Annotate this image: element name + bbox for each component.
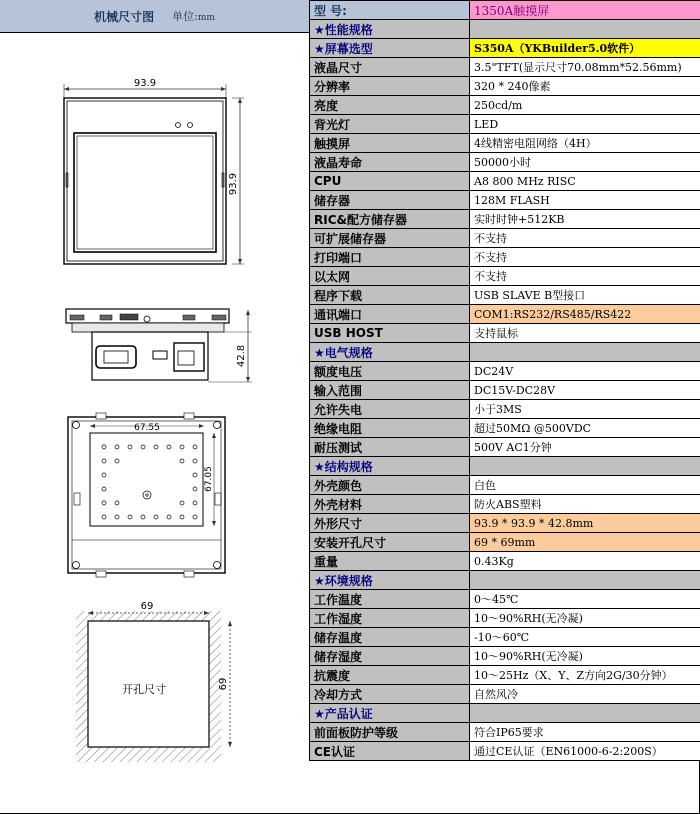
mechanical-drawing-panel (0, 0, 309, 814)
spec-row (310, 191, 700, 210)
section-row (310, 343, 700, 362)
spec-label: 通讯端口 (310, 305, 470, 324)
spec-label: 储存温度 (310, 628, 470, 647)
section-label: ★产品认证 (310, 704, 470, 723)
spec-label: 触摸屏 (310, 134, 470, 153)
spec-row (310, 400, 700, 419)
spec-row (310, 77, 700, 96)
dimension-drawings (0, 33, 309, 814)
spec-row (310, 324, 700, 343)
spec-label: 分辨率 (310, 77, 470, 96)
spec-value: 不支持 (470, 248, 700, 267)
section-blank-cell (470, 20, 700, 39)
spec-row (310, 495, 700, 514)
section-blank-cell (470, 571, 700, 590)
spec-row (310, 552, 700, 571)
back-height-dimension: 67.05 (204, 466, 214, 492)
spec-value: 小于3MS (470, 400, 700, 419)
unit-label: 单位:mm (172, 10, 215, 23)
spec-label: 重量 (310, 552, 470, 571)
spec-label: 打印端口 (310, 248, 470, 267)
spec-value: 支持鼠标 (470, 324, 700, 343)
spec-row (310, 476, 700, 495)
spec-label: USB HOST (310, 324, 470, 343)
spec-value: 不支持 (470, 267, 700, 286)
spec-value: 通过CE认证（EN61000-6-2:200S） (470, 742, 700, 761)
spec-row (310, 115, 700, 134)
section-blank-cell (470, 343, 700, 362)
spec-value: 4线精密电阻网络（4H） (470, 134, 700, 153)
spec-row (310, 419, 700, 438)
spec-value: 10～25Hz（X、Y、Z方向2G/30分钟） (470, 666, 700, 685)
spec-value: 250cd/m (470, 96, 700, 115)
spec-label: 耐压测试 (310, 438, 470, 457)
section-label: ★电气规格 (310, 343, 470, 362)
spec-row (310, 647, 700, 666)
section-label: ★屏幕选型 (310, 39, 470, 58)
spec-value: 10～90%RH(无冷凝) (470, 609, 700, 628)
spec-label: 以太网 (310, 267, 470, 286)
spec-value: 实时时钟+512KB (470, 210, 700, 229)
side-view-drawing (66, 309, 252, 382)
cutout-label: 开孔尺寸 (122, 683, 166, 696)
spec-value: 超过50MΩ @500VDC (470, 419, 700, 438)
spec-value: A8 800 MHz RISC (470, 172, 700, 191)
spec-value: 自然风冷 (470, 685, 700, 704)
spec-value: 320 * 240像素 (470, 77, 700, 96)
spec-value: USB SLAVE B型接口 (470, 286, 700, 305)
spec-value: DC15V-DC28V (470, 381, 700, 400)
spec-row (310, 723, 700, 742)
spec-value: 0.43Kg (470, 552, 700, 571)
spec-row (310, 666, 700, 685)
model-value: 1350A触摸屏 (470, 1, 700, 20)
back-width-dimension: 67.55 (134, 423, 160, 433)
spec-row (310, 381, 700, 400)
section-row (310, 704, 700, 723)
spec-value: 防火ABS塑料 (470, 495, 700, 514)
spec-row (310, 533, 700, 552)
spec-row (310, 362, 700, 381)
spec-row (310, 153, 700, 172)
spec-row (310, 96, 700, 115)
spec-label: 液晶尺寸 (310, 58, 470, 77)
section-label: ★性能规格 (310, 20, 470, 39)
section-blank-cell (470, 457, 700, 476)
section-row (310, 20, 700, 39)
drawing-header (0, 0, 309, 33)
spec-row (310, 229, 700, 248)
spec-label: 储存湿度 (310, 647, 470, 666)
spec-value: 128M FLASH (470, 191, 700, 210)
spec-label: 工作湿度 (310, 609, 470, 628)
spec-row (310, 685, 700, 704)
spec-row (310, 742, 700, 761)
spec-value: 符合IP65要求 (470, 723, 700, 742)
spec-label: 背光灯 (310, 115, 470, 134)
section-label: ★结构规格 (310, 457, 470, 476)
cutout-view-drawing (76, 601, 232, 762)
spec-label: 程序下载 (310, 286, 470, 305)
spec-value: 不支持 (470, 229, 700, 248)
cutout-width-dimension: 69 (140, 601, 154, 612)
spec-label: 绝缘电阻 (310, 419, 470, 438)
spec-label: 外壳颜色 (310, 476, 470, 495)
section-row (310, 457, 700, 476)
spec-label: CE认证 (310, 742, 470, 761)
model-row (310, 1, 700, 20)
spec-value: 50000小时 (470, 153, 700, 172)
section-row (310, 571, 700, 590)
spec-label: CPU (310, 172, 470, 191)
spec-label: 外形尺寸 (310, 514, 470, 533)
spec-value: LED (470, 115, 700, 134)
spec-row (310, 305, 700, 324)
spec-row (310, 514, 700, 533)
front-width-dimension: 93.9 (133, 78, 157, 89)
spec-value: 0～45℃ (470, 590, 700, 609)
section-row (310, 39, 700, 58)
spec-row (310, 609, 700, 628)
spec-row (310, 210, 700, 229)
spec-table (309, 0, 700, 761)
spec-value: COM1:RS232/RS485/RS422 (470, 305, 700, 324)
front-view-drawing (64, 78, 244, 264)
model-label: 型 号: (310, 1, 470, 20)
front-height-dimension: 93.9 (228, 172, 239, 196)
back-view-drawing (68, 413, 225, 577)
cutout-height-dimension: 69 (218, 677, 229, 691)
spec-row (310, 267, 700, 286)
spec-label: 允许失电 (310, 400, 470, 419)
spec-label: 前面板防护等级 (310, 723, 470, 742)
spec-row (310, 134, 700, 153)
spec-label: 储存器 (310, 191, 470, 210)
spec-label: 冷却方式 (310, 685, 470, 704)
spec-label: 可扩展储存器 (310, 229, 470, 248)
spec-value: -10～60℃ (470, 628, 700, 647)
drawing-title: 机械尺寸图 (94, 9, 155, 24)
spec-row (310, 438, 700, 457)
spec-label: 安装开孔尺寸 (310, 533, 470, 552)
spec-row (310, 248, 700, 267)
section-label: ★环境规格 (310, 571, 470, 590)
spec-value: S350A（YKBuilder5.0软件） (470, 39, 700, 58)
spec-value: 69 * 69mm (470, 533, 700, 552)
spec-label: 输入范围 (310, 381, 470, 400)
spec-value: 10～90%RH(无冷凝) (470, 647, 700, 666)
spec-row (310, 286, 700, 305)
spec-label: 液晶寿命 (310, 153, 470, 172)
spec-label: 工作温度 (310, 590, 470, 609)
spec-value: 3.5"TFT(显示尺寸70.08mm*52.56mm) (470, 58, 700, 77)
side-depth-dimension: 42.8 (236, 344, 247, 368)
spec-value: 93.9 * 93.9 * 42.8mm (470, 514, 700, 533)
spec-row (310, 590, 700, 609)
section-blank-cell (470, 704, 700, 723)
spec-label: 外壳材料 (310, 495, 470, 514)
spec-value: DC24V (470, 362, 700, 381)
spec-label: 亮度 (310, 96, 470, 115)
spec-row (310, 628, 700, 647)
spec-row (310, 58, 700, 77)
spec-value: 白色 (470, 476, 700, 495)
spec-label: 额度电压 (310, 362, 470, 381)
spec-value: 500V AC1分钟 (470, 438, 700, 457)
spec-row (310, 172, 700, 191)
spec-label: 抗震度 (310, 666, 470, 685)
spec-label: RIC&配方储存器 (310, 210, 470, 229)
